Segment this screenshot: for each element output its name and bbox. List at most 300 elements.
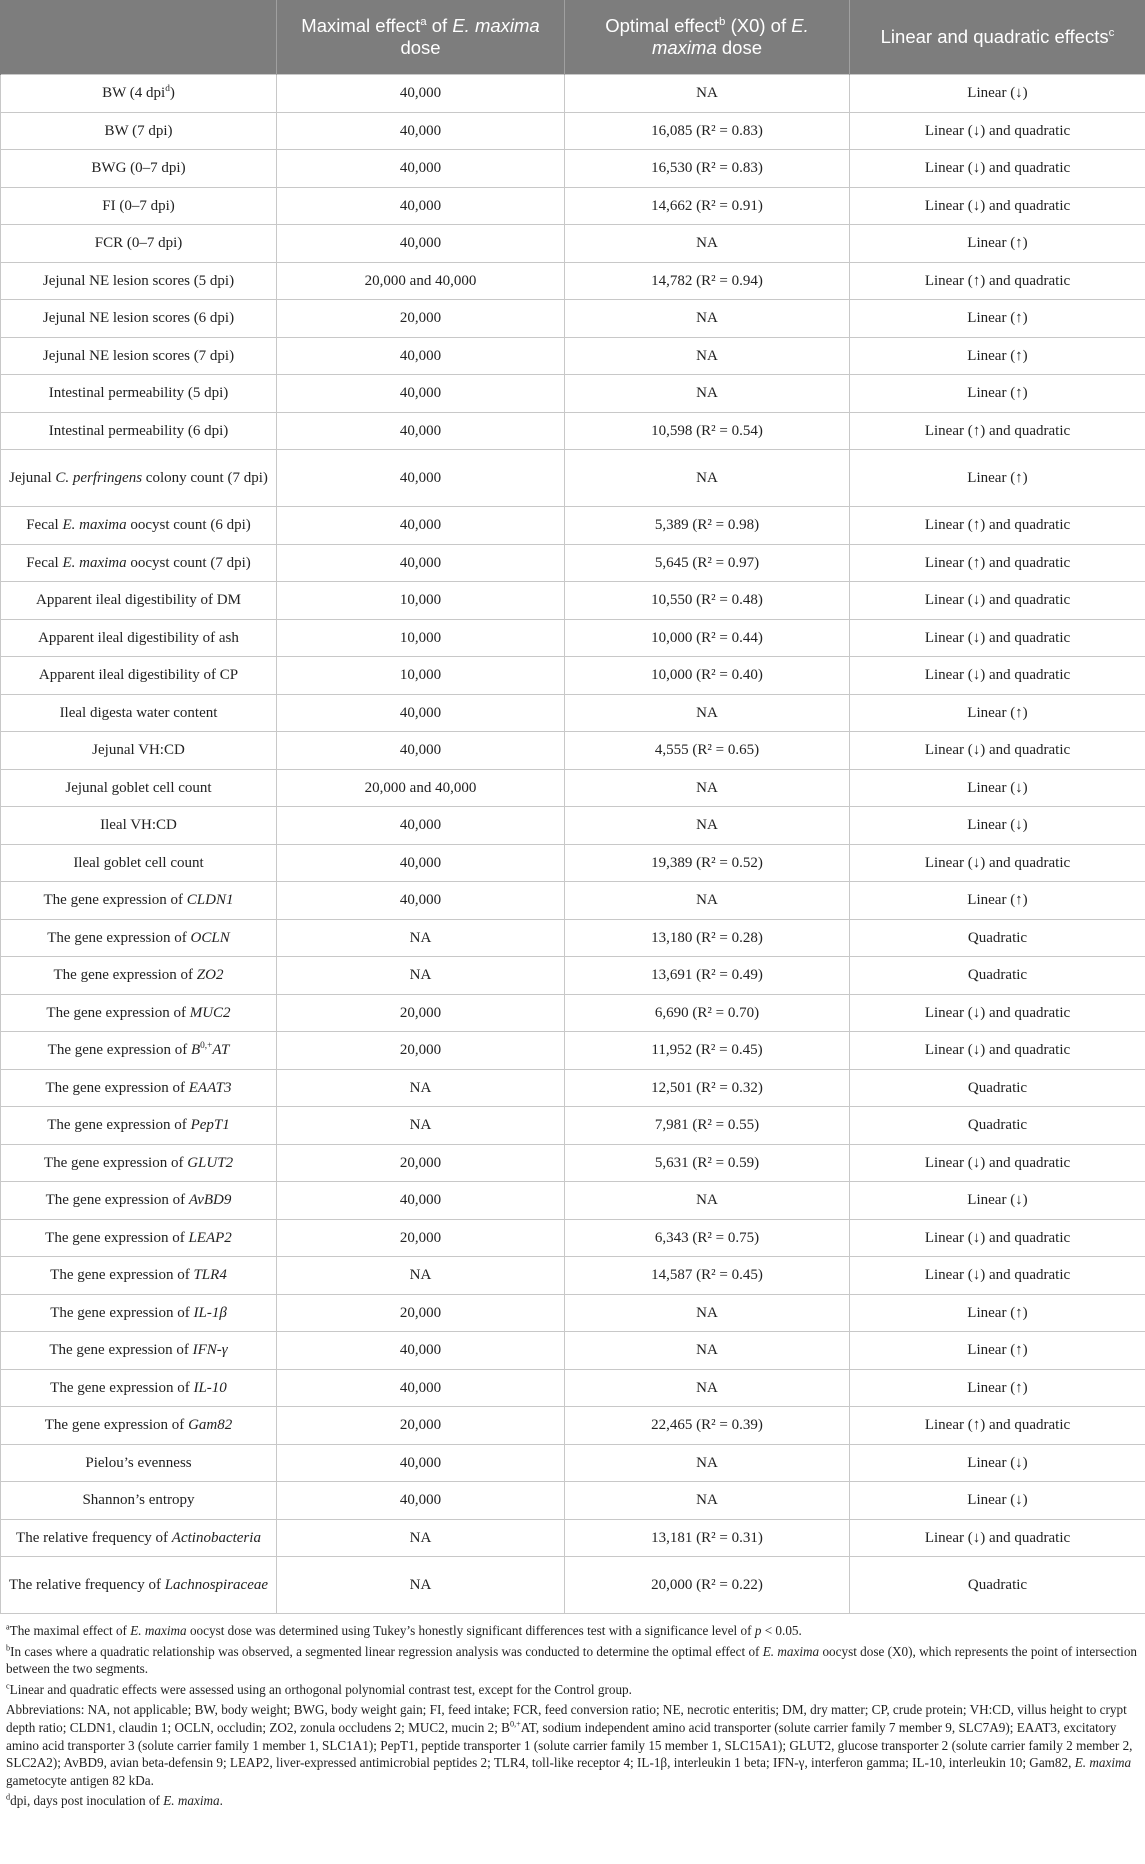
- row-maximal-effect: 10,000: [277, 657, 565, 695]
- header-maximal-of: of: [426, 15, 453, 36]
- row-variable: [1, 882, 277, 920]
- table-row: [1, 187, 1145, 225]
- table-row: [1, 1069, 1145, 1107]
- row-variable-text: Pielou’s evenness: [85, 1454, 192, 1471]
- row-variable-text: BW (7 dpi): [104, 122, 173, 139]
- table-row: [1, 882, 1145, 920]
- row-maximal-effect: 20,000: [277, 1032, 565, 1070]
- row-variable: [1, 112, 277, 150]
- footnote-italic: E. maxima: [1074, 1755, 1132, 1771]
- row-variable-italic: AT: [212, 1042, 230, 1059]
- row-linear-quadratic: Linear (↓) and quadratic: [850, 1257, 1145, 1295]
- row-variable-text: The relative frequency of: [8, 1577, 165, 1593]
- row-variable-text: ): [169, 85, 175, 102]
- footnote-text: oocyst dose (X0), which represents the point of intersection between the two segments.: [6, 1643, 1138, 1677]
- row-maximal-effect: 20,000: [277, 300, 565, 338]
- table-row: [1, 732, 1145, 770]
- row-optimal-effect: NA: [565, 225, 850, 263]
- row-optimal-effect: NA: [565, 300, 850, 338]
- row-variable-italic: Gam82: [188, 1417, 233, 1434]
- row-optimal-effect: 7,981 (R² = 0.55): [565, 1107, 850, 1145]
- row-linear-quadratic: Linear (↑) and quadratic: [850, 1407, 1145, 1445]
- row-optimal-effect: 10,598 (R² = 0.54): [565, 412, 850, 450]
- row-optimal-effect: 5,645 (R² = 0.97): [565, 544, 850, 582]
- row-variable-text: The gene expression of: [50, 1304, 194, 1321]
- row-variable: [1, 544, 277, 582]
- row-optimal-effect: NA: [565, 882, 850, 920]
- table-row: [1, 1219, 1145, 1257]
- footnote-abbreviations: [6, 1701, 1139, 1789]
- row-maximal-effect: 40,000: [277, 1444, 565, 1482]
- row-maximal-effect: 40,000: [277, 150, 565, 188]
- row-linear-quadratic: Linear (↑): [850, 1332, 1145, 1370]
- row-variable-text: The gene expression of: [53, 967, 197, 984]
- row-variable-text: BW (4 dpi: [102, 85, 166, 102]
- row-variable: [1, 732, 277, 770]
- row-variable-text: The gene expression of: [43, 892, 187, 909]
- row-maximal-effect: 40,000: [277, 807, 565, 845]
- row-maximal-effect: 40,000: [277, 450, 565, 507]
- row-linear-quadratic: Linear (↓) and quadratic: [850, 1519, 1145, 1557]
- row-variable: [1, 450, 277, 507]
- row-variable-text: The gene expression of: [47, 1042, 191, 1059]
- row-linear-quadratic: Linear (↓): [850, 769, 1145, 807]
- footnote-text: dpi, days post inoculation of: [10, 1793, 164, 1809]
- footnote-text: Abbreviations: NA, not applicable; BW, body weight; BWG, body weight gain; FI, feed intake; FCR, feed conversion ratio; NE, necrotic enteritis; DM, dry matter; CP, crude protein; VH:CD, villus height to crypt depth ratio; CLDN1, claudin 1; OCLN, occludin; ZO2, zonula occludens 2; MUC2, mucin 2; B: [6, 1702, 1127, 1735]
- row-variable-italic: Actinobacteria: [171, 1529, 261, 1546]
- row-linear-quadratic: Quadratic: [850, 919, 1145, 957]
- table-row: [1, 657, 1145, 695]
- row-variable: [1, 1369, 277, 1407]
- row-linear-quadratic: Linear (↑): [850, 375, 1145, 413]
- row-variable: [1, 1144, 277, 1182]
- row-optimal-effect: 11,952 (R² = 0.45): [565, 1032, 850, 1070]
- row-variable: [1, 300, 277, 338]
- row-variable: [1, 262, 277, 300]
- row-maximal-effect: 40,000: [277, 882, 565, 920]
- row-variable: [1, 1069, 277, 1107]
- row-linear-quadratic: Linear (↑): [850, 1294, 1145, 1332]
- row-maximal-effect: 40,000: [277, 1332, 565, 1370]
- row-variable: [1, 769, 277, 807]
- row-linear-quadratic: Linear (↓) and quadratic: [850, 150, 1145, 188]
- row-variable-text: Intestinal permeability (5 dpi): [48, 385, 229, 402]
- row-variable: [1, 187, 277, 225]
- row-optimal-effect: 14,782 (R² = 0.94): [565, 262, 850, 300]
- row-linear-quadratic: Linear (↓) and quadratic: [850, 657, 1145, 695]
- row-maximal-effect: NA: [277, 957, 565, 995]
- row-variable: [1, 1257, 277, 1295]
- row-variable-italic: IL-10: [193, 1379, 227, 1396]
- footnote-c: [6, 1681, 1139, 1699]
- row-optimal-effect: NA: [565, 450, 850, 507]
- row-linear-quadratic: Linear (↓) and quadratic: [850, 1219, 1145, 1257]
- row-maximal-effect: NA: [277, 1557, 565, 1614]
- row-linear-quadratic: Linear (↓): [850, 75, 1145, 113]
- row-variable-italic: Lachnospiraceae: [164, 1577, 269, 1593]
- table-row: [1, 1257, 1145, 1295]
- row-variable-text: Apparent ileal digestibility of CP: [38, 667, 239, 684]
- table-row: [1, 1332, 1145, 1370]
- row-linear-quadratic: Quadratic: [850, 1069, 1145, 1107]
- row-maximal-effect: 20,000 and 40,000: [277, 769, 565, 807]
- table-row: [1, 769, 1145, 807]
- row-variable-text: Apparent ileal digestibility of ash: [38, 629, 239, 646]
- row-variable: [1, 1032, 277, 1070]
- row-linear-quadratic: Linear (↑) and quadratic: [850, 412, 1145, 450]
- row-variable: [1, 919, 277, 957]
- row-variable-text: The gene expression of: [45, 1229, 189, 1246]
- footnote-text: The maximal effect of: [9, 1623, 131, 1638]
- header-optimal-of: (X0) of: [725, 15, 792, 36]
- row-variable-italic: TLR4: [193, 1267, 227, 1284]
- row-maximal-effect: 40,000: [277, 412, 565, 450]
- row-maximal-effect: 20,000: [277, 994, 565, 1032]
- row-linear-quadratic: Linear (↓): [850, 1182, 1145, 1220]
- table-row: [1, 150, 1145, 188]
- row-variable-italic: CLDN1: [186, 892, 234, 909]
- row-optimal-effect: NA: [565, 807, 850, 845]
- row-maximal-effect: 40,000: [277, 1369, 565, 1407]
- footnote-text: oocyst dose was determined using Tukey’s honestly significant differences test with a significance level of: [186, 1623, 755, 1638]
- row-linear-quadratic: Linear (↓) and quadratic: [850, 994, 1145, 1032]
- row-linear-quadratic: Linear (↓) and quadratic: [850, 844, 1145, 882]
- row-variable-italic: LEAP2: [188, 1229, 232, 1246]
- row-variable: [1, 1107, 277, 1145]
- row-optimal-effect: 5,389 (R² = 0.98): [565, 507, 850, 545]
- row-maximal-effect: NA: [277, 919, 565, 957]
- row-linear-quadratic: Linear (↑) and quadratic: [850, 262, 1145, 300]
- row-optimal-effect: 6,690 (R² = 0.70): [565, 994, 850, 1032]
- row-variable: [1, 694, 277, 732]
- row-variable-italic: PepT1: [190, 1117, 230, 1134]
- table-row: [1, 337, 1145, 375]
- row-variable-italic: C. perfringens: [55, 470, 143, 486]
- table-body: [1, 75, 1145, 1614]
- footnote-marker: d: [6, 1792, 11, 1802]
- row-optimal-effect: 19,389 (R² = 0.52): [565, 844, 850, 882]
- row-linear-quadratic: Linear (↑): [850, 1369, 1145, 1407]
- row-linear-quadratic: Linear (↑): [850, 694, 1145, 732]
- footnote-italic: p: [754, 1623, 762, 1638]
- row-variable-text: Jejunal NE lesion scores (6 dpi): [42, 310, 235, 327]
- footnote-b: [6, 1643, 1139, 1678]
- row-maximal-effect: NA: [277, 1107, 565, 1145]
- footnote-d: [6, 1792, 1139, 1810]
- row-maximal-effect: NA: [277, 1519, 565, 1557]
- footnote-text: < 0.05.: [761, 1623, 802, 1638]
- row-maximal-effect: 40,000: [277, 507, 565, 545]
- row-optimal-effect: 10,000 (R² = 0.40): [565, 657, 850, 695]
- row-variable: [1, 1182, 277, 1220]
- row-variable-text: Jejunal VH:CD: [92, 742, 185, 759]
- row-linear-quadratic: Linear (↓) and quadratic: [850, 619, 1145, 657]
- row-maximal-effect: 40,000: [277, 337, 565, 375]
- row-variable: [1, 807, 277, 845]
- row-variable-italic: IL-1β: [193, 1304, 227, 1321]
- row-variable: [1, 582, 277, 620]
- row-linear-quadratic: Linear (↑) and quadratic: [850, 544, 1145, 582]
- row-variable: [1, 994, 277, 1032]
- row-variable-text: The gene expression of: [50, 1267, 194, 1284]
- table-row: [1, 619, 1145, 657]
- row-variable-text: The gene expression of: [49, 1342, 193, 1359]
- table-row: [1, 582, 1145, 620]
- footnote-superscript: 0,+: [509, 1719, 521, 1729]
- row-optimal-effect: 5,631 (R² = 0.59): [565, 1144, 850, 1182]
- row-optimal-effect: 14,587 (R² = 0.45): [565, 1257, 850, 1295]
- row-variable-text: The gene expression of: [45, 1192, 189, 1209]
- row-variable: [1, 657, 277, 695]
- header-maximal-species: E. maxima: [452, 15, 540, 36]
- footnote-a: [6, 1622, 1139, 1640]
- table-row: [1, 1032, 1145, 1070]
- row-optimal-effect: 6,343 (R² = 0.75): [565, 1219, 850, 1257]
- row-variable-superscript: d: [165, 84, 170, 95]
- row-variable-text: FCR (0–7 dpi): [94, 235, 183, 252]
- row-maximal-effect: 40,000: [277, 544, 565, 582]
- row-maximal-effect: 40,000: [277, 112, 565, 150]
- row-variable: [1, 619, 277, 657]
- row-linear-quadratic: Quadratic: [850, 1557, 1145, 1614]
- row-linear-quadratic: Linear (↓) and quadratic: [850, 187, 1145, 225]
- table-row: [1, 1557, 1145, 1614]
- table-row: [1, 300, 1145, 338]
- row-variable-superscript: 0,+: [200, 1041, 213, 1052]
- row-variable-text: The gene expression of: [50, 1379, 194, 1396]
- row-maximal-effect: 20,000: [277, 1407, 565, 1445]
- row-variable: [1, 75, 277, 113]
- row-maximal-effect: 20,000: [277, 1219, 565, 1257]
- row-variable: [1, 844, 277, 882]
- row-linear-quadratic: Linear (↑): [850, 300, 1145, 338]
- table-row: [1, 75, 1145, 113]
- footnote-italic: E. maxima: [130, 1623, 187, 1638]
- row-variable-text: colony count (7 dpi): [142, 470, 268, 486]
- table-footnotes: [0, 1614, 1145, 1810]
- row-maximal-effect: 40,000: [277, 1182, 565, 1220]
- footnote-marker: b: [719, 15, 726, 28]
- row-variable: [1, 1444, 277, 1482]
- row-optimal-effect: 10,000 (R² = 0.44): [565, 619, 850, 657]
- row-maximal-effect: 40,000: [277, 187, 565, 225]
- row-maximal-effect: 40,000: [277, 694, 565, 732]
- row-variable: [1, 1219, 277, 1257]
- row-optimal-effect: 10,550 (R² = 0.48): [565, 582, 850, 620]
- row-variable-text: Jejunal NE lesion scores (7 dpi): [42, 347, 235, 364]
- footnote-text: Linear and quadratic effects were assessed using an orthogonal polynomial contrast test, except for the Control group.: [9, 1681, 632, 1697]
- row-variable-text: The gene expression of: [47, 1117, 191, 1134]
- table-row: [1, 1444, 1145, 1482]
- row-optimal-effect: NA: [565, 1332, 850, 1370]
- table-row: [1, 694, 1145, 732]
- row-variable: [1, 1332, 277, 1370]
- row-variable-italic: GLUT2: [187, 1154, 234, 1171]
- table-row: [1, 1182, 1145, 1220]
- footnote-marker: b: [6, 1643, 11, 1653]
- row-linear-quadratic: Linear (↓) and quadratic: [850, 582, 1145, 620]
- row-variable-text: Ileal VH:CD: [100, 817, 177, 834]
- table-row: [1, 1107, 1145, 1145]
- table-row: [1, 1294, 1145, 1332]
- row-variable-text: The gene expression of: [43, 1154, 188, 1171]
- table-row: [1, 507, 1145, 545]
- table-row: [1, 225, 1145, 263]
- row-optimal-effect: 20,000 (R² = 0.22): [565, 1557, 850, 1614]
- table-row: [1, 375, 1145, 413]
- row-linear-quadratic: Linear (↓): [850, 807, 1145, 845]
- row-variable-text: Apparent ileal digestibility of DM: [36, 592, 241, 609]
- row-linear-quadratic: Linear (↓) and quadratic: [850, 1144, 1145, 1182]
- row-linear-quadratic: Linear (↓): [850, 1444, 1145, 1482]
- row-variable-italic: IFN-γ: [192, 1342, 228, 1359]
- row-variable-italic: E. maxima: [62, 517, 127, 534]
- row-optimal-effect: 13,180 (R² = 0.28): [565, 919, 850, 957]
- row-linear-quadratic: Linear (↑) and quadratic: [850, 507, 1145, 545]
- row-variable: [1, 1407, 277, 1445]
- footnote-marker: c: [1108, 26, 1115, 39]
- row-optimal-effect: 12,501 (R² = 0.32): [565, 1069, 850, 1107]
- row-variable-text: The gene expression of: [46, 1004, 190, 1021]
- table-row: [1, 450, 1145, 507]
- row-variable-text: Ileal digesta water content: [59, 704, 218, 721]
- row-linear-quadratic: Linear (↓) and quadratic: [850, 112, 1145, 150]
- row-maximal-effect: 40,000: [277, 375, 565, 413]
- row-variable: [1, 957, 277, 995]
- row-maximal-effect: 20,000: [277, 1294, 565, 1332]
- row-optimal-effect: 16,085 (R² = 0.83): [565, 112, 850, 150]
- row-optimal-effect: 14,662 (R² = 0.91): [565, 187, 850, 225]
- row-optimal-effect: 13,181 (R² = 0.31): [565, 1519, 850, 1557]
- row-variable: [1, 225, 277, 263]
- footnote-text: gametocyte antigen 82 kDa.: [6, 1772, 154, 1788]
- table-row: [1, 1482, 1145, 1520]
- row-maximal-effect: 40,000: [277, 844, 565, 882]
- footnote-text: In cases where a quadratic relationship was observed, a segmented linear regression analysis was conducted to determine the optimal effect of: [10, 1643, 763, 1659]
- row-variable: [1, 375, 277, 413]
- row-optimal-effect: NA: [565, 337, 850, 375]
- row-variable-text: Jejunal goblet cell count: [65, 779, 212, 796]
- row-variable: [1, 1519, 277, 1557]
- row-optimal-effect: 4,555 (R² = 0.65): [565, 732, 850, 770]
- row-variable-italic: AvBD9: [188, 1192, 232, 1209]
- row-optimal-effect: NA: [565, 1444, 850, 1482]
- row-variable-text: Shannon’s entropy: [82, 1492, 195, 1509]
- row-variable-text: The gene expression of: [47, 929, 191, 946]
- header-maximal-effect: [277, 0, 565, 75]
- row-variable-text: Ileal goblet cell count: [73, 854, 204, 871]
- table-row: [1, 544, 1145, 582]
- table-row: [1, 807, 1145, 845]
- row-optimal-effect: NA: [565, 694, 850, 732]
- row-maximal-effect: 20,000: [277, 1144, 565, 1182]
- row-variable-italic: EAAT3: [188, 1079, 232, 1096]
- row-linear-quadratic: Linear (↑): [850, 450, 1145, 507]
- row-variable: [1, 150, 277, 188]
- row-variable-text: Jejunal NE lesion scores (5 dpi): [42, 272, 235, 289]
- row-linear-quadratic: Linear (↑): [850, 225, 1145, 263]
- row-variable: [1, 507, 277, 545]
- row-optimal-effect: NA: [565, 1369, 850, 1407]
- header-optimal-effect: [565, 0, 850, 75]
- row-variable-text: Fecal: [26, 554, 63, 571]
- row-maximal-effect: 10,000: [277, 619, 565, 657]
- header-maximal-dose: dose: [400, 37, 441, 58]
- table-row: [1, 412, 1145, 450]
- table-row: [1, 1407, 1145, 1445]
- row-maximal-effect: 40,000: [277, 225, 565, 263]
- row-variable-text: The relative frequency of: [16, 1529, 172, 1546]
- header-optimal-species: E. maxima: [651, 15, 809, 58]
- footnote-text: AT, sodium independent amino acid transporter (solute carrier family 7 member 9, SLC7A9); EAAT3, excitatory amino acid transporter 3 (solute carrier family 1 member 1, SLC1A1); PepT1, peptide transporter 1 (solute carrier family 15 member 1, SLC15A1); GLUT2, glucose transporter 2 (solute carrier family 2 member 2, SLC2A2); AvBD9, avian beta-defensin 9; LEAP2, liver-expressed antimicrobial peptides 2; TLR4, toll-like receptor 4; IL-1β, interleukin 1 beta; IFN-γ, interferon gamma; IL-10, interleukin 10; Gam82,: [6, 1719, 1133, 1771]
- row-linear-quadratic: Quadratic: [850, 1107, 1145, 1145]
- row-optimal-effect: NA: [565, 769, 850, 807]
- row-variable-text: Intestinal permeability (6 dpi): [48, 422, 229, 439]
- table-row: [1, 994, 1145, 1032]
- row-maximal-effect: 20,000 and 40,000: [277, 262, 565, 300]
- table-row: [1, 1369, 1145, 1407]
- row-variable-italic: E. maxima: [62, 554, 127, 571]
- header-variable: [1, 0, 277, 75]
- table-row: [1, 957, 1145, 995]
- row-variable-text: oocyst count (7 dpi): [126, 554, 251, 571]
- table-row: [1, 1144, 1145, 1182]
- row-variable-text: The gene expression of: [45, 1079, 189, 1096]
- row-optimal-effect: 16,530 (R² = 0.83): [565, 150, 850, 188]
- header-row: [1, 0, 1145, 75]
- footnote-italic: E. maxima: [762, 1643, 820, 1659]
- row-maximal-effect: 40,000: [277, 732, 565, 770]
- row-optimal-effect: NA: [565, 1294, 850, 1332]
- row-maximal-effect: NA: [277, 1069, 565, 1107]
- row-maximal-effect: 40,000: [277, 75, 565, 113]
- table-row: [1, 919, 1145, 957]
- table-row: [1, 844, 1145, 882]
- row-optimal-effect: NA: [565, 75, 850, 113]
- row-variable-text: The gene expression of: [44, 1417, 189, 1434]
- row-maximal-effect: NA: [277, 1257, 565, 1295]
- row-variable: [1, 412, 277, 450]
- footnote-marker: c: [6, 1681, 10, 1691]
- row-linear-quadratic: Linear (↑): [850, 337, 1145, 375]
- row-optimal-effect: NA: [565, 1182, 850, 1220]
- row-variable-italic: ZO2: [196, 967, 224, 984]
- row-variable-italic: B: [190, 1042, 201, 1059]
- header-maximal-text: Maximal effect: [301, 15, 421, 36]
- header-effects-text: Linear and quadratic effects: [880, 26, 1109, 47]
- row-variable-text: FI (0–7 dpi): [102, 197, 175, 214]
- row-linear-quadratic: Linear (↓) and quadratic: [850, 1032, 1145, 1070]
- footnote-italic: E. maxima: [163, 1793, 220, 1809]
- table-row: [1, 112, 1145, 150]
- row-optimal-effect: 22,465 (R² = 0.39): [565, 1407, 850, 1445]
- footnote-marker: a: [420, 15, 427, 28]
- row-maximal-effect: 10,000: [277, 582, 565, 620]
- row-linear-quadratic: Linear (↑): [850, 882, 1145, 920]
- row-linear-quadratic: Quadratic: [850, 957, 1145, 995]
- row-variable-text: BWG (0–7 dpi): [91, 160, 186, 177]
- row-variable-italic: OCLN: [190, 929, 230, 946]
- row-linear-quadratic: Linear (↓) and quadratic: [850, 732, 1145, 770]
- footnote-text: .: [219, 1793, 223, 1809]
- row-variable: [1, 1294, 277, 1332]
- header-optimal-dose: dose: [716, 37, 763, 58]
- row-variable-text: Jejunal: [9, 470, 56, 486]
- row-variable-text: oocyst count (6 dpi): [126, 517, 251, 534]
- row-maximal-effect: 40,000: [277, 1482, 565, 1520]
- row-variable-text: Fecal: [26, 517, 63, 534]
- header-linear-quadratic: [850, 0, 1145, 75]
